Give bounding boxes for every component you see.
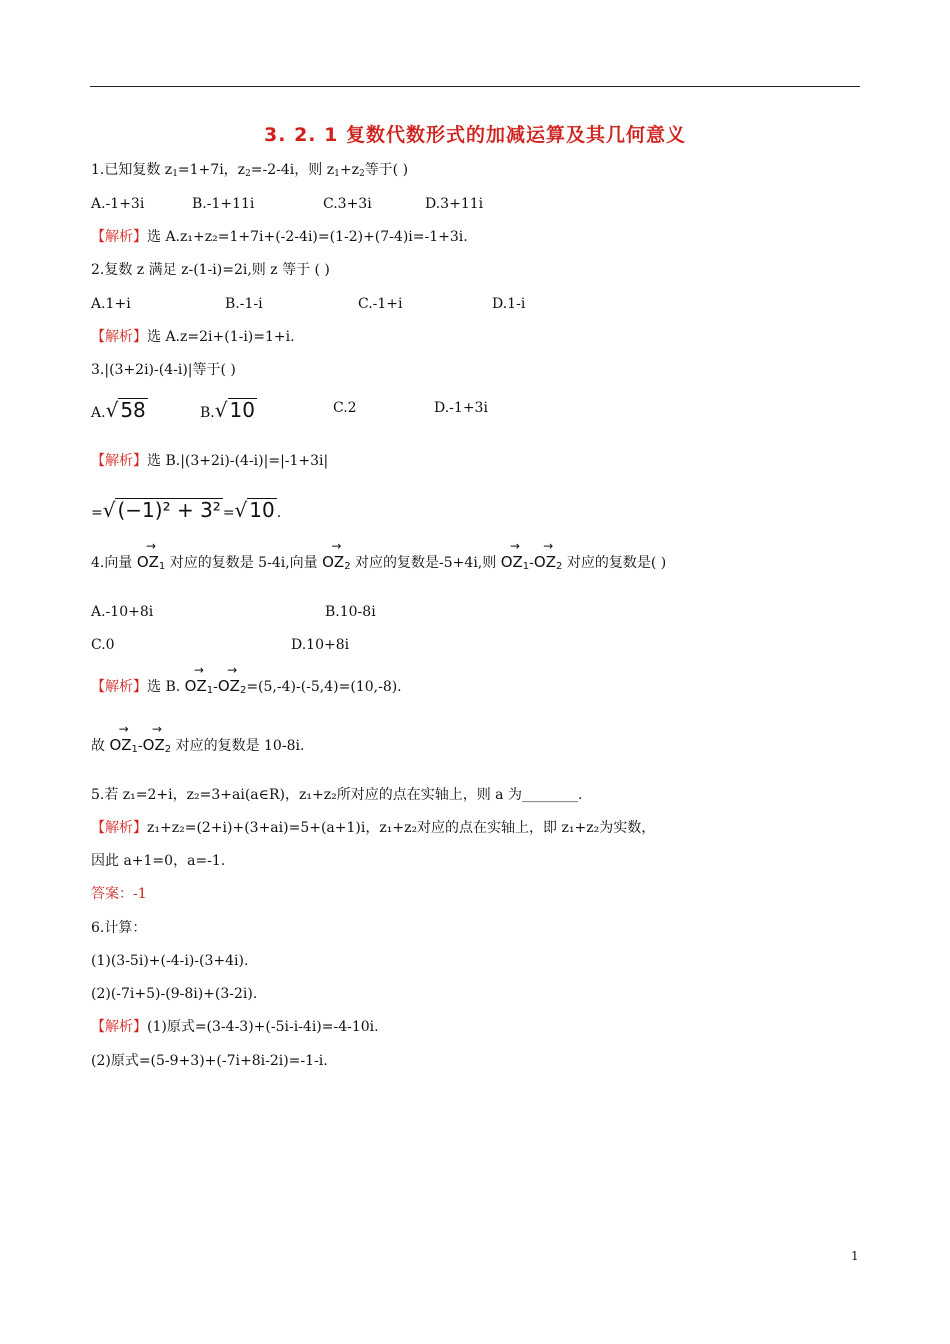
sqrt-58: √ 58: [105, 398, 146, 422]
q3-option-a: A.√ 58: [91, 398, 146, 422]
vector-oz2: → $OZ_2$: [142, 722, 172, 755]
q5-solution-line2: 因此 a+1=0，a=-1.: [91, 853, 226, 869]
sqrt-expression: √ (−1)² + 3²: [102, 498, 221, 522]
page-title: 3. 2. 1 复数代数形式的加减运算及其几何意义: [264, 124, 686, 146]
vector-oz1: → $OZ_1$: [184, 663, 214, 696]
q4-option-d: D.10+8i: [291, 637, 350, 653]
q2-solution: 【解析】选 A.z=2i+(1-i)=1+i.: [91, 329, 295, 345]
q1-option-d: D.3+11i: [425, 196, 484, 212]
question-6-stem: 6.计算：: [91, 920, 147, 936]
question-1-stem: 1.已知复数 $z_1=1+7i$，$z_2=-2-4i$，则 $z_1+z_2$等于( ): [91, 162, 409, 179]
q4-option-c: C.0: [91, 637, 115, 653]
vector-oz2: → $OZ_2$: [533, 539, 563, 572]
vector-oz1: → $OZ_1$: [136, 539, 166, 572]
vector-oz2: → $OZ_2$: [322, 539, 351, 572]
q2-option-c: C.-1+i: [358, 296, 403, 312]
question-3-stem: 3.|(3+2i)-(4-i)|等于( ): [91, 362, 236, 378]
q3-solution: 【解析】选 B.|(3+2i)-(4-i)|=|-1+3i|: [91, 453, 329, 469]
q3-solution-formula: =√ (−1)² + 3² =√ 10 .: [91, 498, 282, 522]
q3-option-b: B.√ 10: [200, 398, 255, 422]
sqrt-10-result: √ 10: [234, 498, 275, 522]
header-rule: [90, 86, 860, 87]
q4-option-a: A.-10+8i: [91, 604, 154, 620]
q1-option-a: A.-1+3i: [91, 196, 145, 212]
q1-option-c: C.3+3i: [323, 196, 372, 212]
page-number: 1: [851, 1249, 859, 1263]
q2-option-d: D.1-i: [492, 296, 526, 312]
q6-solution-1: 【解析】(1)原式=(3-4-3)+(-5i-i-4i)=-4-10i.: [91, 1019, 379, 1035]
q1-solution: 【解析】选 A.z₁+z₂=1+7i+(-2-4i)=(1-2)+(7-4)i=-1+3i.: [91, 229, 468, 245]
q4-solution: 【解析】选 B. → $OZ_1-$ → $OZ_2=(5,-4)-(-5,4)=(10,-8)$.: [91, 670, 402, 707]
q1-option-b: B.-1+11i: [192, 196, 255, 212]
vector-oz1: → $OZ_1$: [109, 722, 138, 755]
q5-answer: 答案：-1: [91, 886, 147, 902]
q5-solution: 【解析】z₁+z₂=(2+i)+(3+ai)=5+(a+1)i，z₁+z₂对应的点在实轴上，即 z₁+z₂为实数，: [91, 820, 656, 836]
q2-option-a: A.1+i: [91, 296, 131, 312]
q6-part-1: (1)(3-5i)+(-4-i)-(3+4i).: [91, 953, 249, 969]
question-2-stem: 2.复数 z 满足 z-(1-i)=2i,则 z 等于 ( ): [91, 262, 330, 278]
sqrt-10: √ 10: [214, 398, 255, 422]
vector-oz1: → $OZ_1$: [500, 539, 530, 572]
q6-solution-2: (2)原式=(5-9+3)+(-7i+8i-2i)=-1-i.: [91, 1053, 328, 1069]
q4-option-b: B.10-8i: [325, 604, 376, 620]
q6-part-2: (2)(-7i+5)-(9-8i)+(3-2i).: [91, 986, 258, 1002]
question-5-stem: 5.若 z₁=2+i，z₂=3+ai(a∈R)，z₁+z₂所对应的点在实轴上，则 a 为________.: [91, 787, 583, 803]
q2-option-b: B.-1-i: [225, 296, 263, 312]
q3-option-d: D.-1+3i: [434, 400, 488, 416]
q4-solution-conclusion: 故 → $OZ_1-$ → $OZ_2$ 对应的复数是 10-8i.: [91, 729, 304, 766]
question-4-stem: 4.向量 → $OZ_1$ 对应的复数是 5-4i,向量 → $OZ_2$ 对应的复数是-5+4i,则 → $OZ_1-$ → $OZ_2$ 对应的复数是( ): [91, 546, 666, 583]
vector-oz2: → $OZ_2$: [217, 663, 247, 696]
q3-option-c: C.2: [333, 400, 357, 416]
